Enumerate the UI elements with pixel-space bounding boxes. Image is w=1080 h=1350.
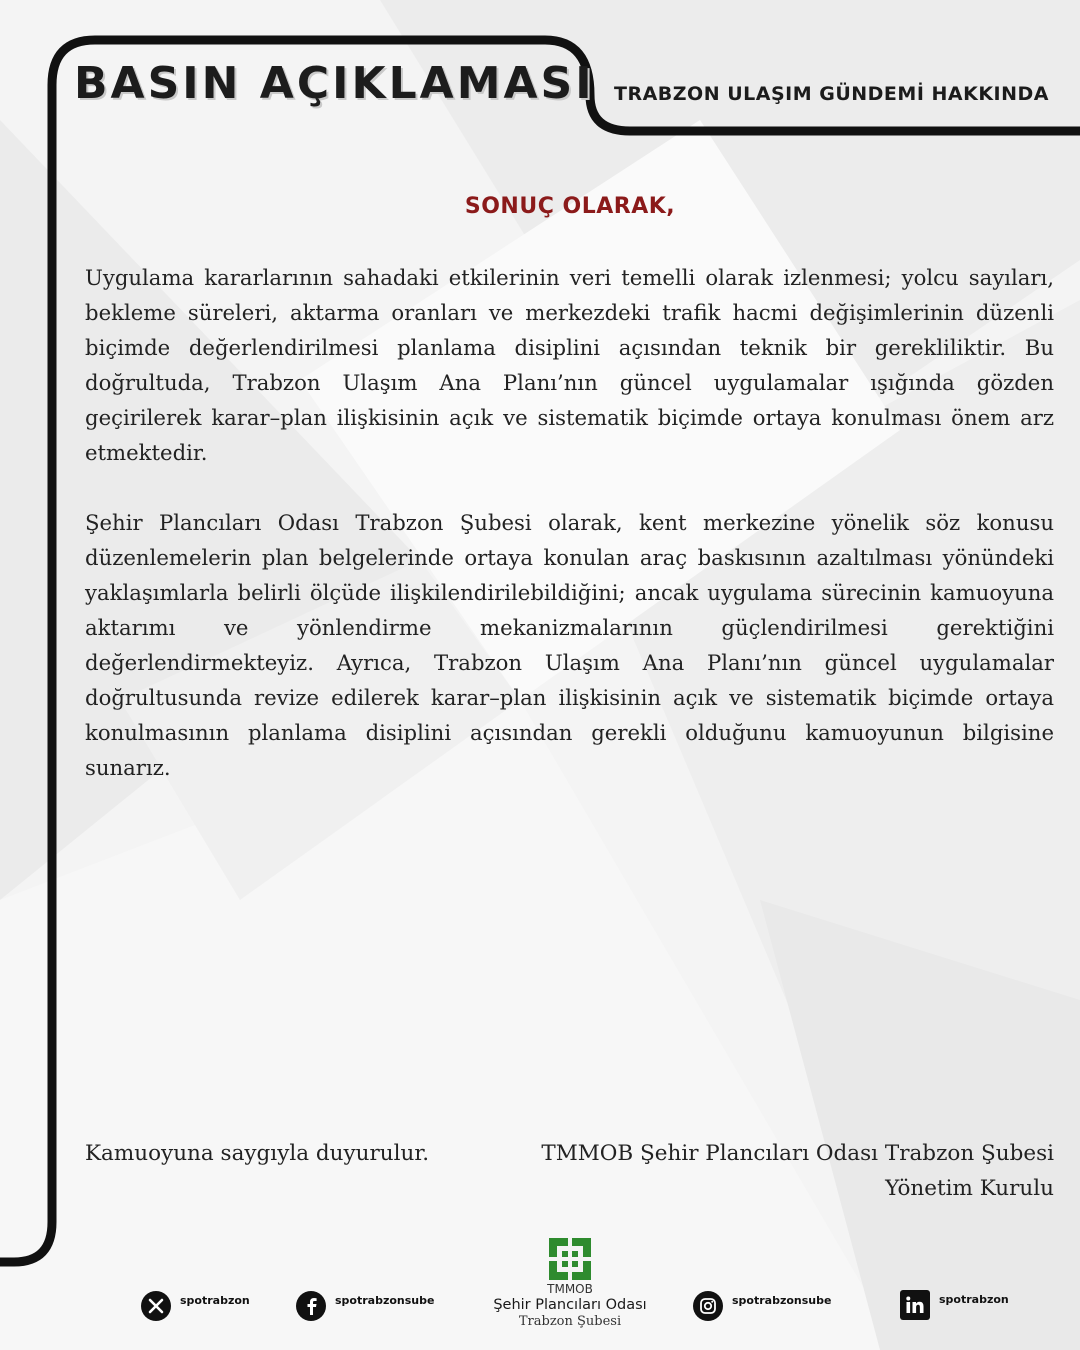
instagram-icon bbox=[693, 1291, 723, 1321]
signature-organization: TMMOB Şehir Plancıları Odası Trabzon Şubesi bbox=[541, 1141, 1054, 1166]
social-link-x[interactable] bbox=[141, 1291, 250, 1321]
organization-logo bbox=[470, 1238, 670, 1330]
logo-line-tmmob: TMMOB bbox=[547, 1282, 593, 1296]
social-handle-facebook: spotrabzonsube bbox=[335, 1293, 435, 1307]
page-subtitle: TRABZON ULAŞIM GÜNDEMİ HAKKINDA bbox=[614, 83, 1050, 105]
signature-board: Yönetim Kurulu bbox=[885, 1176, 1054, 1201]
closing-line: Kamuoyuna saygıyla duyurulur. bbox=[85, 1141, 430, 1166]
facebook-icon bbox=[296, 1291, 326, 1321]
x-icon bbox=[141, 1291, 171, 1321]
signature-block bbox=[541, 1136, 1054, 1206]
paragraph-2: Şehir Plancıları Odası Trabzon Şubesi olarak, kent merkezine yönelik söz konusu düzenlemelerin plan belgelerinde ortaya konulan araç baskısının azaltılması yönündeki yaklaşımlarla belirli ölçüde ilişkilendirilebildiğini; ancak uygulama sürecinin kamuoyuna aktarımı ve yönlendirme mekanizmalarının güçlendirilmesi gerektiğini değerlendirmekteyiz. Ayrıca, Trabzon Ulaşım Ana Planı’nın güncel uygulamalar doğrultusunda revize edilerek karar–plan ilişkisinin açık ve sistematik biçimde ortaya konulmasının planlama disiplini açısından gerekli olduğunu kamuoyunun bilgisine sunarız. bbox=[85, 510, 1054, 780]
social-handle-linkedin: spotrabzon bbox=[939, 1292, 1009, 1306]
page-title: BASIN AÇIKLAMASI bbox=[74, 58, 595, 109]
social-link-facebook[interactable] bbox=[296, 1291, 434, 1321]
social-handle-instagram: spotrabzonsube bbox=[732, 1293, 832, 1307]
tmmob-logo-mark bbox=[549, 1238, 591, 1280]
social-handle-x: spotrabzon bbox=[180, 1293, 250, 1307]
linkedin-icon bbox=[900, 1290, 930, 1320]
social-link-instagram[interactable] bbox=[693, 1291, 831, 1321]
social-link-linkedin[interactable] bbox=[900, 1290, 1009, 1320]
logo-line-branch: Trabzon Şubesi bbox=[518, 1314, 622, 1329]
paragraph-1: Uygulama kararlarının sahadaki etkilerinin veri temelli olarak izlenmesi; yolcu sayıları, bekleme süreleri, aktarma oranları ve merkezdeki trafik hacmi değişimlerinin düzenli biçimde değerlendirilmesi planlama disiplini açısından teknik bir gerekliliktir. Bu doğrultuda, Trabzon Ulaşım Ana Planı’nın güncel uygulamalar ışığında gözden geçirilerek karar–plan ilişkisinin açık ve sistematik biçimde ortaya konulması önem arz etmektedir. bbox=[85, 265, 1054, 465]
section-heading: SONUÇ OLARAK, bbox=[464, 194, 676, 219]
logo-line-organization: Şehir Plancıları Odası bbox=[493, 1297, 647, 1313]
